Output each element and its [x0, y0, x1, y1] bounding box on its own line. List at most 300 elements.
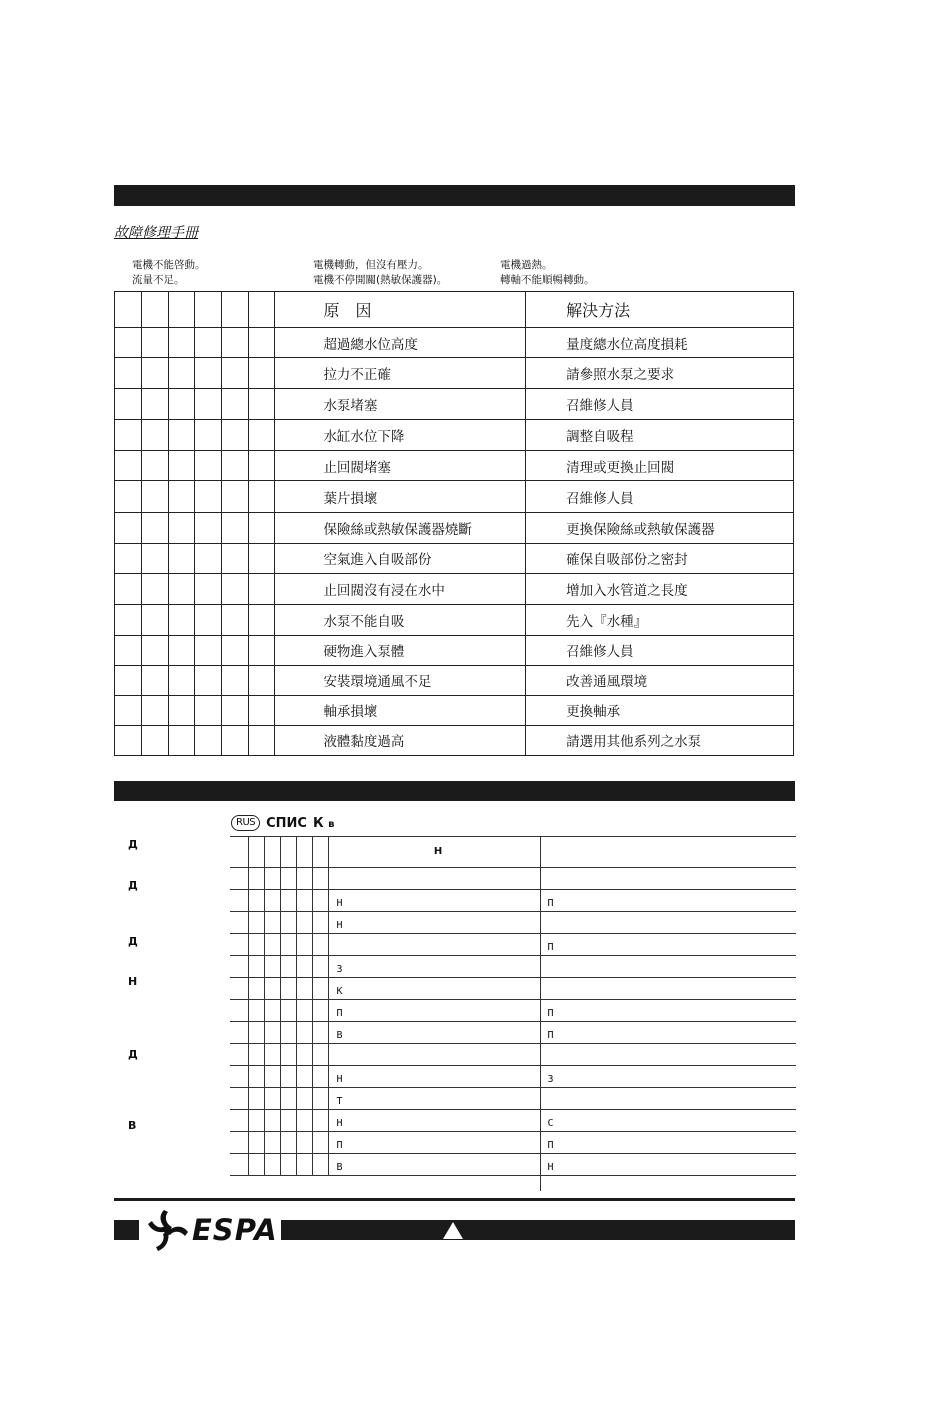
- check-cell: [142, 513, 169, 543]
- check-cell: [280, 978, 296, 1000]
- check-cell: [222, 513, 249, 543]
- check-cell: [230, 868, 248, 890]
- check-cell: [312, 1110, 328, 1132]
- check-cell: [280, 1154, 296, 1176]
- check-cell: [296, 912, 312, 934]
- check-cell: [248, 1022, 264, 1044]
- check-cell: [249, 389, 275, 420]
- check-cell: [249, 665, 275, 695]
- check-cell: [296, 890, 312, 912]
- check-cell: [280, 1022, 296, 1044]
- ru-title-kv: К в: [312, 815, 335, 831]
- ru-tail-cell: [540, 1176, 796, 1191]
- ru-solution-cell: П: [540, 890, 796, 912]
- check-cell: [312, 837, 328, 868]
- check-cell: [249, 451, 275, 481]
- table-row: [115, 389, 794, 420]
- zh-section-title: 故障修理手冊: [114, 225, 198, 241]
- check-cell: [230, 912, 248, 934]
- cause-cell: 保險絲或熱敏保護器燒斷: [275, 513, 526, 543]
- check-cell: [230, 956, 248, 978]
- solution-cell: 量度總水位高度損耗: [526, 328, 794, 358]
- cause-cell: 空氣進入自吸部份: [275, 543, 526, 573]
- ru-solution-cell: [540, 868, 796, 890]
- check-cell: [249, 573, 275, 604]
- check-cell: [264, 1088, 280, 1110]
- ru-table-tail: [230, 1176, 796, 1191]
- check-cell: [230, 1110, 248, 1132]
- check-cell: [169, 573, 195, 604]
- table-row: [115, 725, 794, 755]
- check-cell: [248, 1000, 264, 1022]
- check-cell: [296, 978, 312, 1000]
- check-cell: [264, 1022, 280, 1044]
- check-cell: [222, 543, 249, 573]
- table-row: [115, 665, 794, 695]
- check-cell: [195, 420, 222, 451]
- ru-table-row: [230, 1110, 796, 1132]
- check-cell: [249, 358, 275, 389]
- check-cell: [296, 837, 312, 868]
- check-cell: [142, 292, 169, 328]
- cause-cell: 止回閥沒有浸在水中: [275, 573, 526, 604]
- check-cell: [115, 665, 142, 695]
- check-cell: [115, 543, 142, 573]
- check-cell: [142, 635, 169, 665]
- check-cell: [142, 725, 169, 755]
- check-cell: [142, 389, 169, 420]
- check-cell: [249, 420, 275, 451]
- ru-table-row: [230, 978, 796, 1000]
- check-cell: [264, 1154, 280, 1176]
- check-cell: [169, 725, 195, 755]
- zh-legend-col-1: [132, 258, 206, 288]
- check-cell: [248, 1110, 264, 1132]
- check-cell: [312, 1154, 328, 1176]
- table-row: [115, 604, 794, 635]
- check-cell: [248, 890, 264, 912]
- language-badge: RUS: [231, 815, 260, 831]
- table-header-row: [115, 292, 794, 328]
- ru-solution-cell: З: [540, 1066, 796, 1088]
- ru-cause-cell: В: [328, 1154, 540, 1176]
- check-cell: [296, 868, 312, 890]
- check-cell: [222, 725, 249, 755]
- check-cell: [296, 1132, 312, 1154]
- ru-troubleshooting-table: [230, 836, 796, 1191]
- check-cell: [115, 635, 142, 665]
- check-cell: [142, 604, 169, 635]
- solution-cell: 清理或更換止回閥: [526, 451, 794, 481]
- check-cell: [248, 1044, 264, 1066]
- check-cell: [296, 1000, 312, 1022]
- check-cell: [248, 1066, 264, 1088]
- check-cell: [195, 573, 222, 604]
- check-cell: [222, 665, 249, 695]
- check-cell: [264, 890, 280, 912]
- check-cell: [222, 292, 249, 328]
- zh-troubleshooting-table: [114, 291, 794, 756]
- ru-solution-cell: [540, 978, 796, 1000]
- check-cell: [142, 420, 169, 451]
- zh-legend-col-2: [313, 258, 447, 288]
- legend-item: 電機轉動，但沒有壓力。: [313, 259, 429, 271]
- check-cell: [195, 481, 222, 513]
- check-cell: [222, 604, 249, 635]
- check-cell: [312, 1088, 328, 1110]
- ru-table-row: [230, 934, 796, 956]
- ru-cause-cell: З: [328, 956, 540, 978]
- table-row: [115, 513, 794, 543]
- ru-table-row: [230, 912, 796, 934]
- check-cell: [312, 1066, 328, 1088]
- check-cell: [248, 1154, 264, 1176]
- table-row: [115, 635, 794, 665]
- check-cell: [264, 1000, 280, 1022]
- check-cell: [248, 868, 264, 890]
- check-cell: [142, 481, 169, 513]
- check-cell: [264, 934, 280, 956]
- check-cell: [296, 1044, 312, 1066]
- solution-cell: 確保自吸部份之密封: [526, 543, 794, 573]
- footer-block-left: [114, 1220, 139, 1240]
- solution-cell: 召維修人員: [526, 389, 794, 420]
- table-row: [115, 573, 794, 604]
- ru-title-text: СПИС: [266, 815, 307, 831]
- check-cell: [249, 292, 275, 328]
- legend-item: 電機過熱。: [500, 259, 553, 271]
- ru-solution-cell: [540, 1044, 796, 1066]
- ru-cause-cell: К: [328, 978, 540, 1000]
- check-cell: [280, 1000, 296, 1022]
- check-cell: [280, 934, 296, 956]
- ru-solution-cell: П: [540, 1000, 796, 1022]
- table-row: [115, 420, 794, 451]
- check-cell: [169, 292, 195, 328]
- check-cell: [230, 1000, 248, 1022]
- solution-cell: 更換軸承: [526, 695, 794, 725]
- check-cell: [264, 868, 280, 890]
- check-cell: [280, 1066, 296, 1088]
- solution-cell: 請選用其他系列之水泵: [526, 725, 794, 755]
- check-cell: [312, 868, 328, 890]
- check-cell: [230, 978, 248, 1000]
- check-cell: [195, 635, 222, 665]
- check-cell: [249, 513, 275, 543]
- check-cell: [264, 978, 280, 1000]
- check-cell: [312, 1000, 328, 1022]
- check-cell: [312, 934, 328, 956]
- check-cell: [222, 573, 249, 604]
- check-cell: [195, 604, 222, 635]
- cause-cell: 液體黏度過高: [275, 725, 526, 755]
- ru-legend-label: Н: [128, 975, 138, 988]
- check-cell: [280, 1044, 296, 1066]
- section-bar-top: [114, 185, 795, 206]
- check-cell: [195, 695, 222, 725]
- check-cell: [169, 328, 195, 358]
- espa-logo-text: ESPA: [192, 1213, 278, 1247]
- ru-solution-cell: П: [540, 1132, 796, 1154]
- check-cell: [296, 1022, 312, 1044]
- check-cell: [230, 1132, 248, 1154]
- ru-solution-cell: [540, 1088, 796, 1110]
- table-row: [115, 358, 794, 389]
- legend-item: 轉軸不能順暢轉動。: [500, 274, 595, 286]
- ru-cause-cell: Н: [328, 1066, 540, 1088]
- check-cell: [195, 513, 222, 543]
- check-cell: [249, 725, 275, 755]
- solution-cell: 召維修人員: [526, 481, 794, 513]
- solution-cell: 調整自吸程: [526, 420, 794, 451]
- check-cell: [195, 292, 222, 328]
- check-cell: [230, 1088, 248, 1110]
- check-cell: [169, 451, 195, 481]
- cause-cell: 葉片損壞: [275, 481, 526, 513]
- cause-cell: 超過總水位高度: [275, 328, 526, 358]
- ru-cause-cell: [328, 868, 540, 890]
- cause-cell: 水缸水位下降: [275, 420, 526, 451]
- solution-cell: 先入『水種』: [526, 604, 794, 635]
- check-cell: [312, 978, 328, 1000]
- footer-bar-right: [281, 1220, 795, 1240]
- check-cell: [248, 837, 264, 868]
- ru-tail-cell: [230, 1176, 540, 1191]
- check-cell: [115, 389, 142, 420]
- ru-solution-cell: Н: [540, 1154, 796, 1176]
- check-cell: [169, 389, 195, 420]
- ru-cause-cell: [328, 1044, 540, 1066]
- check-cell: [142, 543, 169, 573]
- check-cell: [169, 513, 195, 543]
- header-solution: 解決方法: [526, 292, 794, 328]
- check-cell: [249, 695, 275, 725]
- ru-solution-cell: С: [540, 1110, 796, 1132]
- ru-table-row: [230, 1088, 796, 1110]
- check-cell: [115, 328, 142, 358]
- cause-cell: 硬物進入泵體: [275, 635, 526, 665]
- check-cell: [280, 1088, 296, 1110]
- ru-cause-cell: П: [328, 1132, 540, 1154]
- warning-triangle-icon: [441, 1220, 465, 1240]
- ru-section-title: [231, 815, 334, 831]
- solution-cell: 改善通風環境: [526, 665, 794, 695]
- ru-table-row: [230, 1066, 796, 1088]
- check-cell: [248, 1088, 264, 1110]
- ru-legend-label: Д: [128, 879, 138, 892]
- ru-cause-cell: Т: [328, 1088, 540, 1110]
- check-cell: [280, 1110, 296, 1132]
- legend-item: 電機不能啓動。: [132, 259, 206, 271]
- check-cell: [222, 420, 249, 451]
- check-cell: [230, 1154, 248, 1176]
- legend-item: 流量不足。: [132, 274, 185, 286]
- check-cell: [296, 1066, 312, 1088]
- check-cell: [169, 420, 195, 451]
- check-cell: [264, 837, 280, 868]
- check-cell: [264, 912, 280, 934]
- section-bar-middle: [114, 781, 795, 801]
- check-cell: [169, 695, 195, 725]
- ru-legend-label: Д: [128, 1048, 138, 1061]
- table-row: [115, 481, 794, 513]
- check-cell: [230, 890, 248, 912]
- solution-cell: 更換保險絲或熱敏保護器: [526, 513, 794, 543]
- ru-cause-cell: [328, 934, 540, 956]
- check-cell: [248, 956, 264, 978]
- ru-table-row: [230, 1022, 796, 1044]
- check-cell: [195, 725, 222, 755]
- table-row: [115, 695, 794, 725]
- check-cell: [312, 1022, 328, 1044]
- check-cell: [280, 1132, 296, 1154]
- check-cell: [195, 543, 222, 573]
- espa-logo-icon: [146, 1208, 190, 1254]
- check-cell: [195, 328, 222, 358]
- solution-cell: 召維修人員: [526, 635, 794, 665]
- check-cell: [142, 451, 169, 481]
- check-cell: [222, 328, 249, 358]
- ru-cause-cell: Н: [328, 912, 540, 934]
- check-cell: [296, 956, 312, 978]
- check-cell: [195, 358, 222, 389]
- check-cell: [264, 1110, 280, 1132]
- check-cell: [280, 956, 296, 978]
- check-cell: [312, 1132, 328, 1154]
- table-row: [115, 543, 794, 573]
- check-cell: [312, 912, 328, 934]
- check-cell: [115, 420, 142, 451]
- check-cell: [195, 665, 222, 695]
- check-cell: [115, 358, 142, 389]
- check-cell: [280, 890, 296, 912]
- table-row: [115, 451, 794, 481]
- check-cell: [115, 695, 142, 725]
- check-cell: [280, 912, 296, 934]
- check-cell: [296, 934, 312, 956]
- check-cell: [169, 635, 195, 665]
- ru-table-row: [230, 1132, 796, 1154]
- check-cell: [115, 513, 142, 543]
- check-cell: [230, 1066, 248, 1088]
- check-cell: [142, 573, 169, 604]
- cause-cell: 拉力不正確: [275, 358, 526, 389]
- check-cell: [264, 1044, 280, 1066]
- check-cell: [249, 328, 275, 358]
- ru-cause-cell: В: [328, 1022, 540, 1044]
- check-cell: [115, 725, 142, 755]
- check-cell: [222, 389, 249, 420]
- check-cell: [169, 481, 195, 513]
- zh-legend-col-3: [500, 258, 595, 288]
- ru-solution-cell: П: [540, 934, 796, 956]
- check-cell: [115, 604, 142, 635]
- check-cell: [222, 358, 249, 389]
- check-cell: [264, 1066, 280, 1088]
- ru-cause-cell: Н: [328, 890, 540, 912]
- check-cell: [142, 358, 169, 389]
- ru-legend-label: В: [128, 1119, 137, 1132]
- ru-table-row: [230, 868, 796, 890]
- ru-header-solution: [540, 837, 796, 868]
- cause-cell: 水泵堵塞: [275, 389, 526, 420]
- ru-table-row: [230, 1000, 796, 1022]
- check-cell: [248, 978, 264, 1000]
- check-cell: [142, 665, 169, 695]
- check-cell: [230, 837, 248, 868]
- ru-solution-cell: [540, 956, 796, 978]
- check-cell: [248, 934, 264, 956]
- solution-cell: 增加入水管道之長度: [526, 573, 794, 604]
- check-cell: [312, 956, 328, 978]
- check-cell: [169, 358, 195, 389]
- check-cell: [249, 604, 275, 635]
- cause-cell: 水泵不能自吸: [275, 604, 526, 635]
- check-cell: [115, 292, 142, 328]
- check-cell: [249, 543, 275, 573]
- check-cell: [222, 695, 249, 725]
- check-cell: [115, 573, 142, 604]
- solution-cell: 請參照水泵之要求: [526, 358, 794, 389]
- check-cell: [222, 635, 249, 665]
- check-cell: [230, 934, 248, 956]
- cause-cell: 安裝環境通風不足: [275, 665, 526, 695]
- legend-item: 電機不停開關(熱敏保護器)。: [313, 274, 448, 286]
- check-cell: [222, 451, 249, 481]
- check-cell: [222, 481, 249, 513]
- ru-table-row: [230, 1044, 796, 1066]
- check-cell: [248, 912, 264, 934]
- check-cell: [248, 1132, 264, 1154]
- check-cell: [169, 665, 195, 695]
- check-cell: [115, 451, 142, 481]
- cause-cell: 軸承損壞: [275, 695, 526, 725]
- check-cell: [249, 635, 275, 665]
- ru-cause-cell: П: [328, 1000, 540, 1022]
- header-cause: 原 因: [275, 292, 526, 328]
- check-cell: [195, 389, 222, 420]
- check-cell: [169, 543, 195, 573]
- check-cell: [280, 868, 296, 890]
- ru-legend-label: Д: [128, 838, 138, 851]
- check-cell: [312, 1044, 328, 1066]
- ru-table-row: [230, 956, 796, 978]
- check-cell: [142, 328, 169, 358]
- ru-table-row: [230, 1154, 796, 1176]
- check-cell: [264, 956, 280, 978]
- check-cell: [312, 890, 328, 912]
- check-cell: [264, 1132, 280, 1154]
- check-cell: [230, 1022, 248, 1044]
- ru-header-cause: Н: [328, 837, 540, 868]
- footer-rule: [114, 1198, 795, 1201]
- check-cell: [142, 695, 169, 725]
- ru-cause-cell: Н: [328, 1110, 540, 1132]
- ru-solution-cell: П: [540, 1022, 796, 1044]
- check-cell: [280, 837, 296, 868]
- check-cell: [296, 1088, 312, 1110]
- table-row: [115, 328, 794, 358]
- check-cell: [249, 481, 275, 513]
- cause-cell: 止回閥堵塞: [275, 451, 526, 481]
- ru-header-row: [230, 837, 796, 868]
- check-cell: [296, 1110, 312, 1132]
- check-cell: [115, 481, 142, 513]
- ru-legend-label: Д: [128, 935, 138, 948]
- check-cell: [230, 1044, 248, 1066]
- ru-table-row: [230, 890, 796, 912]
- ru-solution-cell: [540, 912, 796, 934]
